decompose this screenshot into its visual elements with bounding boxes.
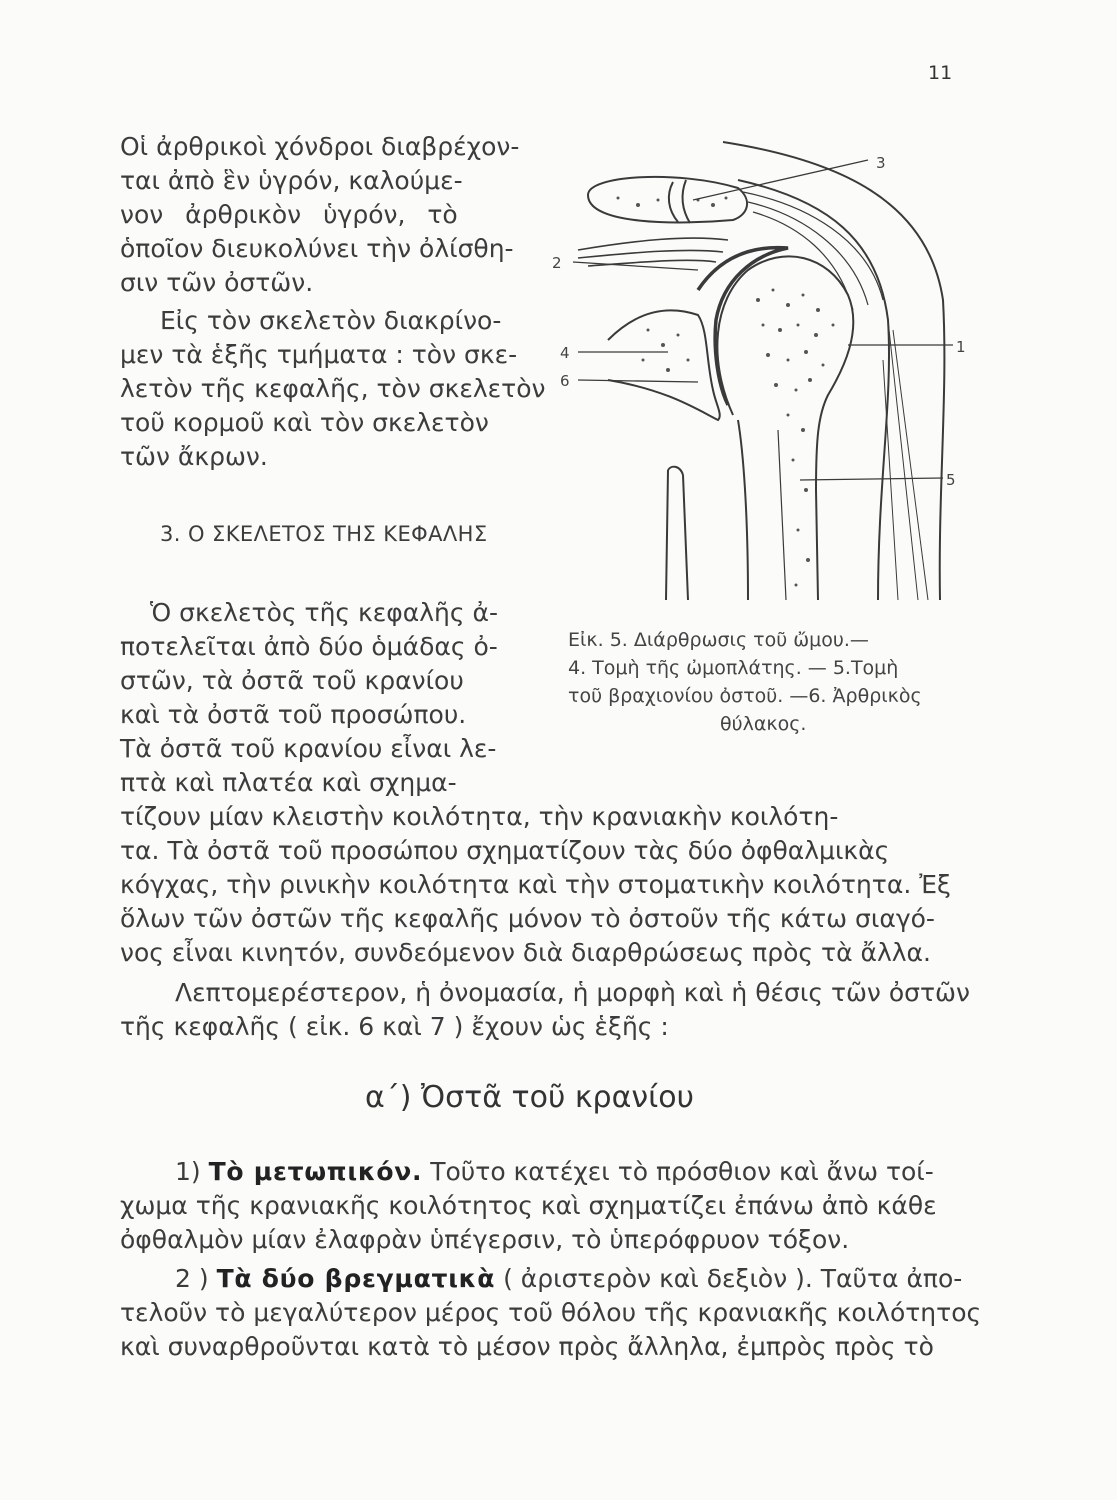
text-line: μεν τὰ ἑξῆς τμήματα : τὸν σκε- (120, 340, 518, 369)
text-line: Τὰ ὀστᾶ τοῦ κρανίου εἶναι λε- (120, 734, 497, 763)
item-text: Τοῦτο κατέχει τὸ πρόσθιον καὶ ἄνω τοί- (430, 1157, 934, 1186)
text-line: Εἰς τὸν σκελετὸν διακρίνο- (160, 306, 502, 335)
shoulder-joint-diagram (548, 130, 978, 610)
text-line: τελοῦν τὸ μεγαλύτερον μέρος τοῦ θόλου τῆς κρανιακῆς κοιλότητος (120, 1298, 982, 1327)
text-line: νος εἶναι κινητόν, συνδεόμενον διὰ διαρθρώσεως πρὸς τὰ ἄλλα. (120, 938, 931, 967)
text-line: Λεπτομερέστερον, ἡ ὀνομασία, ἡ μορφὴ καὶ ἡ θέσις τῶν ὀστῶν (175, 978, 970, 1007)
text-line: στῶν, τὰ ὀστᾶ τοῦ κρανίου (120, 666, 464, 695)
text-line: σιν τῶν ὀστῶν. (120, 268, 314, 297)
item-number: 2 ) (175, 1264, 209, 1293)
figure-caption-line: Εἰκ. 5. Διάρθρωσις τοῦ ὤμου.— (568, 629, 869, 651)
humerus-inner-right (778, 430, 786, 600)
figure-caption-line: θύλακος. (720, 713, 807, 735)
figure-caption-line: τοῦ βραχιονίου ὀστοῦ. —6. Ἀρθρικὸς (568, 685, 922, 707)
text-line: κόγχας, τὴν ρινικὴν κοιλότητα καὶ τὴν στοματικὴν κοιλότητα. Ἐξ (120, 870, 951, 899)
figure-caption-line: 4. Τομὴ τῆς ὠμοπλάτης. — 5.Τομὴ (568, 657, 899, 679)
item-term: Τὰ δύο βρεγματικὰ (216, 1264, 496, 1293)
text-line: ποτελεῖται ἀπὸ δύο ὁμάδας ὀ- (120, 632, 498, 661)
text-line: τῆς κεφαλῆς ( εἰκ. 6 καὶ 7 ) ἔχουν ὡς ἑξῆς : (120, 1012, 669, 1041)
text-line: καὶ τὰ ὀστᾶ τοῦ προσώπου. (120, 700, 467, 729)
figure-label: 3 (876, 154, 886, 172)
text-line: νον ἀρθρικὸν ὑγρόν, τὸ (120, 200, 458, 229)
glenoid (608, 310, 720, 420)
figure-label: 5 (946, 471, 956, 489)
text-line: ὁποῖον διευκολύνει τὴν ὀλίσθη- (120, 234, 514, 263)
text-line: ὀφθαλμὸν μίαν ἐλαφρὰν ὑπέγερσιν, τὸ ὑπερόφρυον τόξον. (120, 1225, 850, 1254)
inner-muscle-contour (738, 180, 889, 600)
humerus-shaft-left (738, 420, 748, 600)
text-line: ται ἀπὸ ἓν ὑγρόν, καλούμε- (120, 166, 463, 195)
text-line: τίζουν μίαν κλειστὴν κοιλότητα, τὴν κρανιακὴν κοιλότη- (120, 802, 839, 831)
shoulder-joint-figure (548, 130, 978, 610)
figure-label: 6 (560, 372, 570, 390)
page-number: 11 (928, 62, 953, 84)
subheading: α΄) Ὀστᾶ τοῦ κρανίου (365, 1080, 694, 1115)
section-heading: 3. Ο ΣΚΕΛΕΤΟΣ ΤΗΣ ΚΕΦΑΛΗΣ (160, 522, 488, 546)
text-line: ὅλων τῶν ὀστῶν τῆς κεφαλῆς μόνον τὸ ὀστοῦν τῆς κάτω σιαγό- (120, 904, 935, 933)
text-line: Οἱ ἀρθρικοὶ χόνδροι διαβρέχον- (120, 132, 520, 161)
text-line: Ὁ σκελετὸς τῆς κεφαλῆς ἀ- (150, 598, 499, 627)
item-text: ( ἀριστερὸν καὶ δεξιὸν ). Ταῦτα ἀπο- (503, 1264, 963, 1293)
outer-contour (723, 142, 944, 600)
text-line: τα. Τὰ ὀστᾶ τοῦ προσώπου σχηματίζουν τὰς δύο ὀφθαλμικὰς (120, 836, 890, 865)
item-term: Τὸ μετωπικόν. (208, 1157, 423, 1186)
text-line: τοῦ κορμοῦ καὶ τὸν σκελετὸν (120, 408, 489, 437)
figure-label: 1 (956, 338, 966, 356)
humeral-head (717, 256, 853, 600)
list-item (175, 1262, 962, 1296)
text-line: τῶν ἄκρων. (120, 442, 268, 471)
acromion (588, 177, 747, 223)
text-line: καὶ συναρθροῦνται κατὰ τὸ μέσον πρὸς ἄλληλα, ἐμπρὸς πρὸς τὸ (120, 1332, 934, 1361)
list-item (175, 1155, 934, 1189)
figure-label: 4 (560, 344, 570, 362)
text-line: πτὰ καὶ πλατέα καὶ σχημα- (120, 768, 457, 797)
item-number: 1) (175, 1157, 201, 1186)
figure-label: 2 (552, 254, 562, 272)
bone-stipple (617, 197, 835, 587)
text-line: χωμα τῆς κρανιακῆς κοιλότητος καὶ σχηματίζει ἐπάνω ἀπὸ κάθε (120, 1191, 937, 1220)
text-line: λετὸν τῆς κεφαλῆς, τὸν σκελετὸν (120, 374, 546, 403)
